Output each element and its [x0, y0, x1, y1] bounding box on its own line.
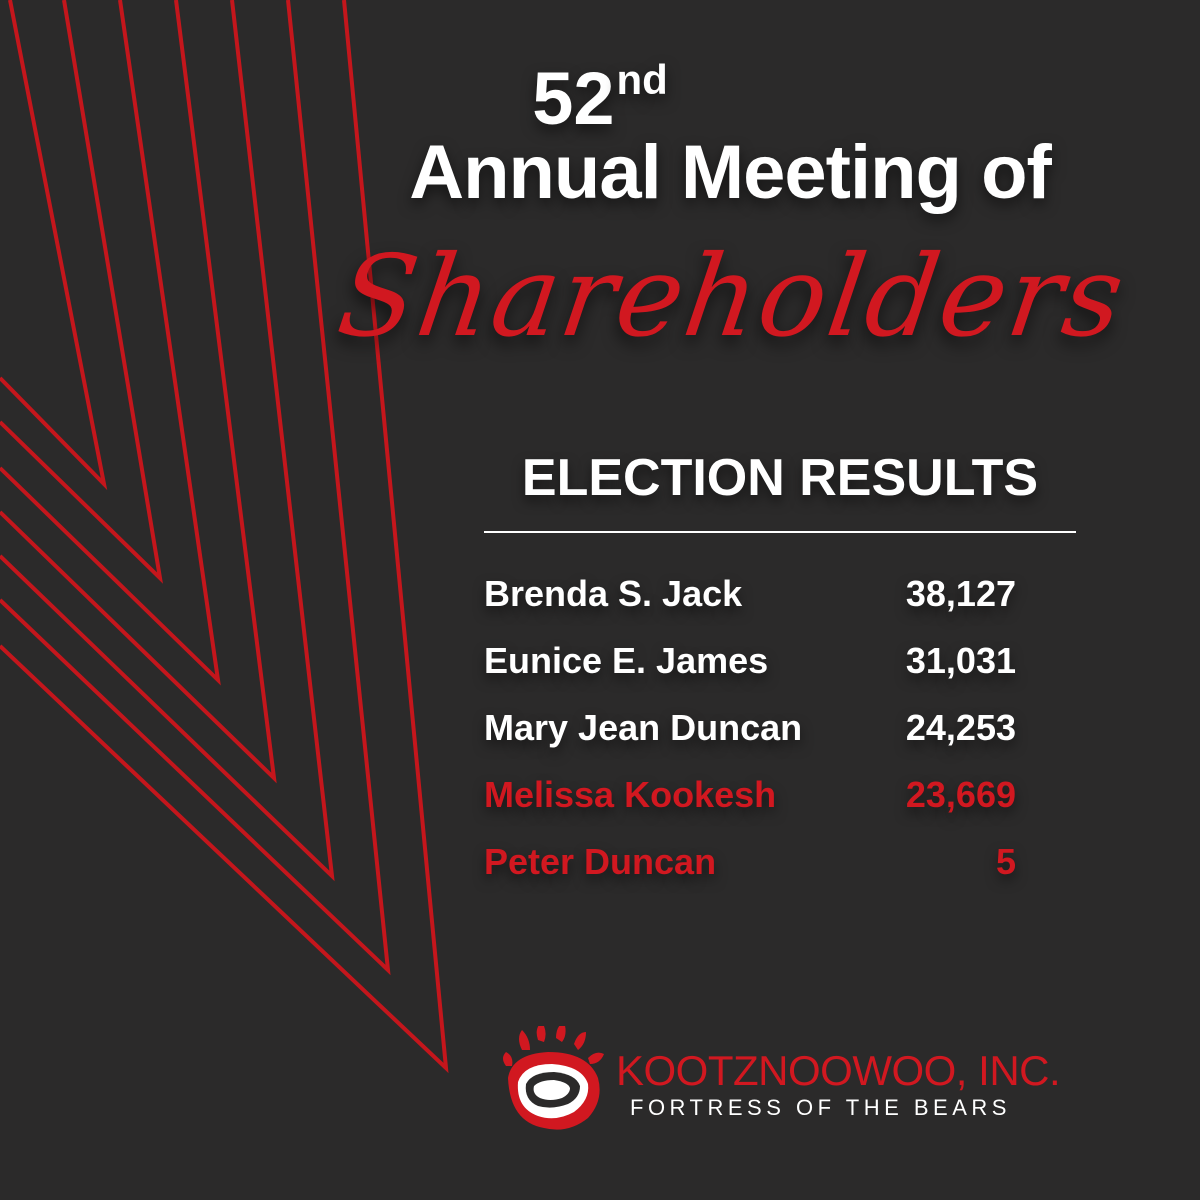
bear-paw-icon	[500, 1026, 606, 1130]
candidate-votes: 38,127	[905, 573, 1016, 614]
kootznoowoo-logo	[500, 1026, 1060, 1136]
meeting-number	[0, 40, 1200, 139]
candidate-name: Melissa Kookesh	[484, 774, 777, 815]
candidate-votes: 5	[995, 841, 1016, 882]
candidate-name: Peter Duncan	[484, 841, 717, 882]
result-row	[484, 702, 1024, 769]
meeting-title: Annual Meeting of	[409, 130, 1051, 215]
election-results-heading: ELECTION RESULTS	[521, 449, 1039, 507]
candidate-name: Mary Jean Duncan	[484, 707, 803, 748]
candidate-votes: 24,253	[905, 707, 1016, 748]
company-tagline: FORTRESS OF THE BEARS	[630, 1095, 1011, 1120]
result-row-highlighted	[484, 769, 1024, 836]
candidate-name: Brenda S. Jack	[484, 573, 743, 614]
candidate-votes: 23,669	[905, 774, 1016, 815]
result-row-highlighted	[484, 836, 1024, 903]
result-row	[484, 568, 1024, 635]
company-name: KOOTZNOOWOO, INC.	[616, 1047, 1061, 1094]
candidate-votes: 31,031	[905, 640, 1016, 681]
result-row	[484, 635, 1024, 702]
candidate-name: Eunice E. James	[484, 640, 769, 681]
election-results-list	[484, 568, 1024, 903]
ordinal-suffix: nd	[616, 56, 668, 103]
shareholders-script-title: Shareholders	[330, 232, 1133, 362]
heading-divider	[484, 531, 1076, 533]
meeting-number-value: 52	[532, 57, 615, 140]
